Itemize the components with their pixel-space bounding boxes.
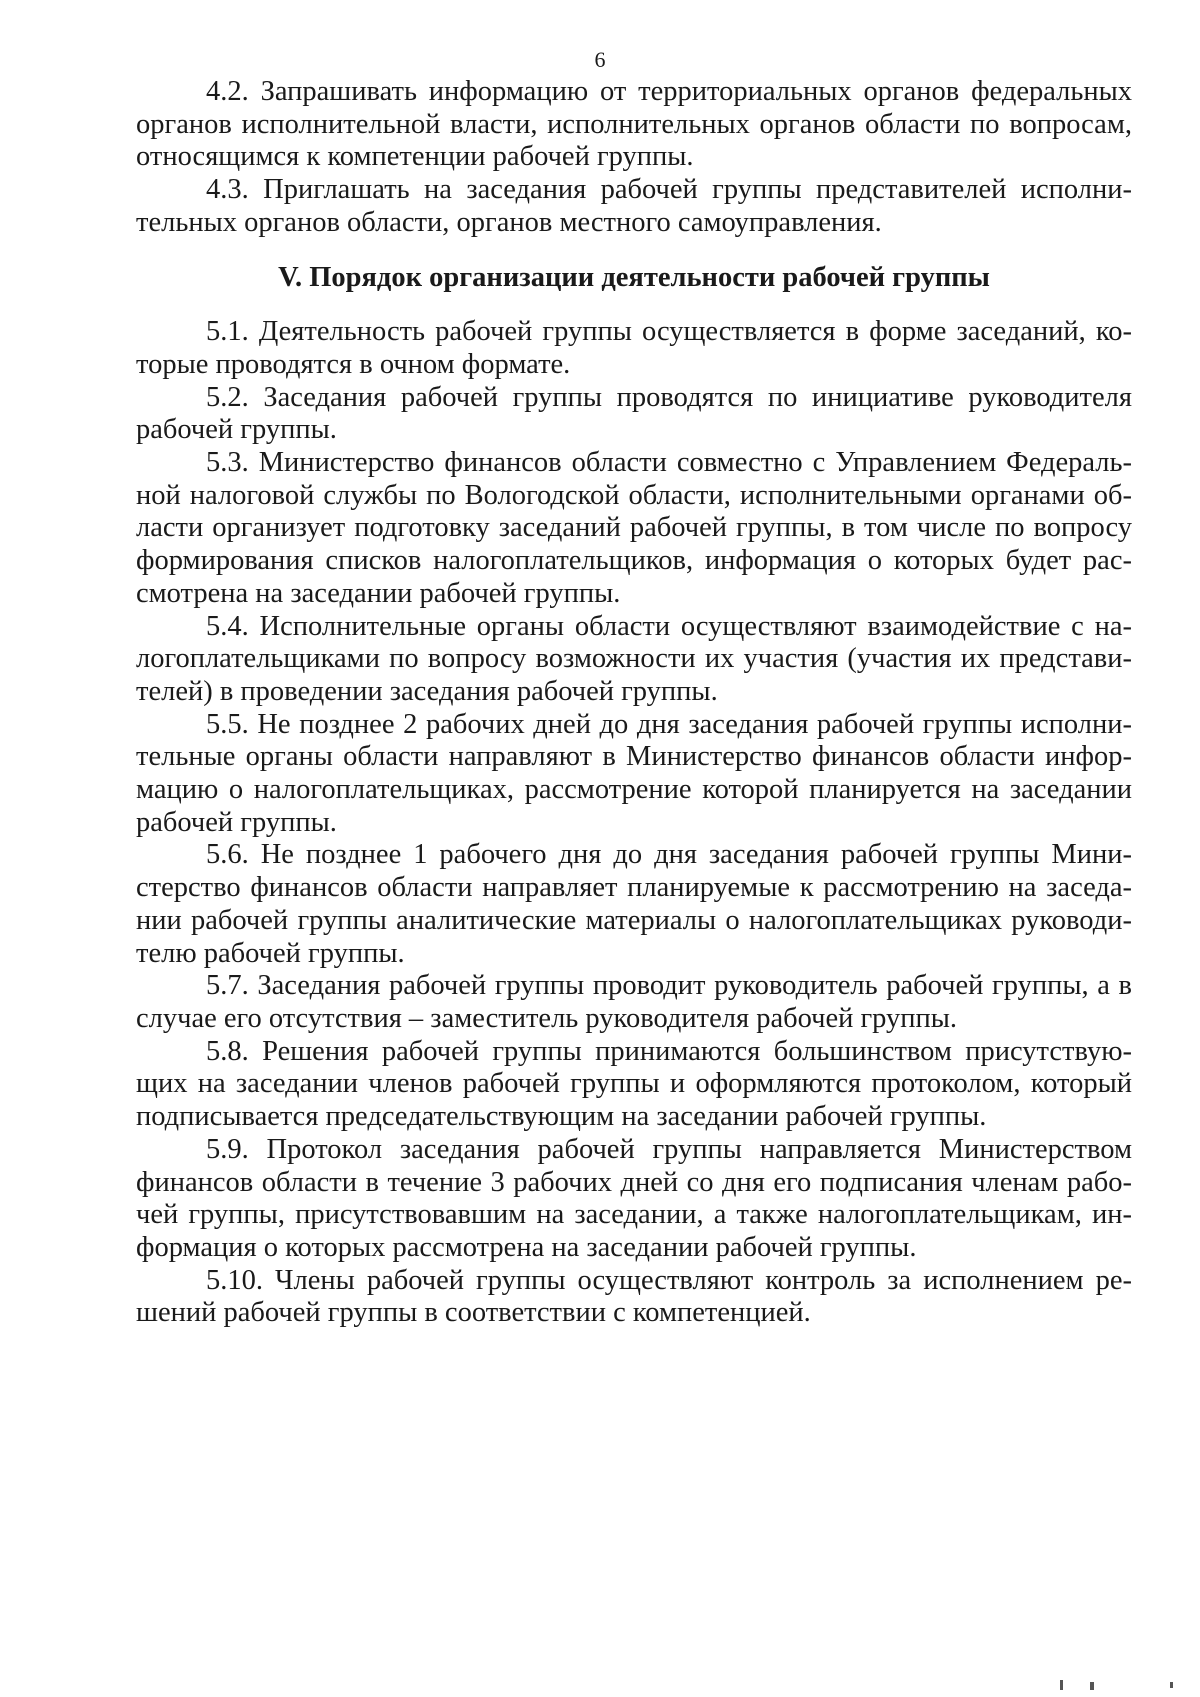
paragraph-4-2: 4.2. Запрашивать информацию от территориальных органов федеральных органов исполнительной власти, исполнительных органов области по вопросам, относящимся к компетенции рабочей группы. bbox=[136, 76, 1132, 173]
paragraph-4-3: 4.3. Приглашать на заседания рабочей группы представителей исполнительных органов области, органов местного самоуправления. bbox=[136, 174, 1132, 238]
section-v-heading: V. Порядок организации деятельности рабочей группы bbox=[278, 261, 990, 293]
paragraph-5-5: 5.5. Не позднее 2 рабочих дней до дня заседания рабочей группы исполнительные органы области направляют в Министерство финансов области информацию о налогоплательщиках, рассмотрение которой планируется на заседании рабочей группы. bbox=[136, 708, 1132, 838]
paragraph-5-1: 5.1. Деятельность рабочей группы осуществляется в форме заседаний, которые проводятся в очном формате. bbox=[136, 316, 1132, 380]
scan-artifact bbox=[1060, 1680, 1063, 1690]
paragraph-5-7: 5.7. Заседания рабочей группы проводит руководитель рабочей группы, а в случае его отсутствия – заместитель руководителя рабочей группы. bbox=[136, 970, 1132, 1034]
paragraph-5-9: 5.9. Протокол заседания рабочей группы направляется Министерством финансов области в течение 3 рабочих дней со дня его подписания членам рабочей группы, присутствовавшим на заседании, а также налогоплательщикам, информация о которых рассмотрена на заседании рабочей группы. bbox=[136, 1133, 1132, 1263]
page-number: 6 bbox=[594, 47, 606, 72]
scan-artifact bbox=[1090, 1682, 1094, 1690]
scan-artifact bbox=[1170, 1682, 1173, 1688]
paragraph-5-2: 5.2. Заседания рабочей группы проводятся по инициативе руководителя рабочей группы. bbox=[136, 381, 1132, 446]
paragraph-5-4: 5.4. Исполнительные органы области осуществляют взаимодействие с налогоплательщиками по вопросу возможности их участия (участия их представителей) в проведении заседания рабочей группы. bbox=[136, 610, 1132, 707]
paragraph-5-10: 5.10. Члены рабочей группы осуществляют контроль за исполнением решений рабочей группы в соответствии с компетенцией. bbox=[136, 1264, 1132, 1329]
document-body bbox=[136, 76, 1132, 1330]
paragraph-5-8: 5.8. Решения рабочей группы принимаются большинством присутствующих на заседании членов рабочей группы и оформляются протоколом, который подписывается председательствующим на заседании рабочей группы. bbox=[136, 1035, 1132, 1133]
paragraph-5-6: 5.6. Не позднее 1 рабочего дня до дня заседания рабочей группы Министерство финансов области направляет планируемые к рассмотрению на заседании рабочей группы аналитические материалы о налогоплательщиках руководителю рабочей группы. bbox=[136, 839, 1132, 969]
paragraph-5-3: 5.3. Министерство финансов области совместно с Управлением Федеральной налоговой службы по Вологодской области, исполнительными органами области организует подготовку заседаний рабочей группы, в том числе по вопросу формирования списков налогоплательщиков, информация о которых будет рассмотрена на заседании рабочей группы. bbox=[136, 447, 1132, 609]
